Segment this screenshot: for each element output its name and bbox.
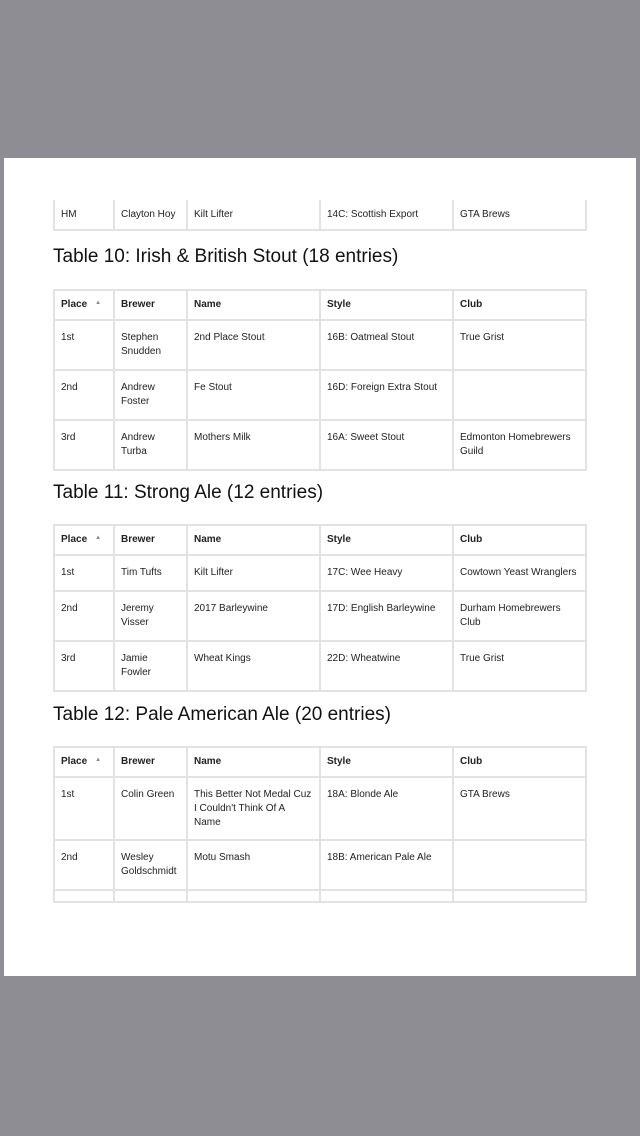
cell-empty — [187, 890, 320, 902]
cell-club: Cowtown Yeast Wranglers — [453, 555, 586, 591]
cell-place: 1st — [54, 777, 114, 840]
cell-name: 2017 Barleywine — [187, 591, 320, 641]
cell-empty — [54, 890, 114, 902]
cell-brewer: Tim Tufts — [114, 555, 187, 591]
table-row — [54, 641, 586, 691]
table-10 — [53, 289, 587, 471]
cell-name: Kilt Lifter — [187, 555, 320, 591]
cell-style: 17C: Wee Heavy — [320, 555, 453, 591]
cell-brewer: Andrew Foster — [114, 370, 187, 420]
cell-name: Motu Smash — [187, 840, 320, 890]
cell-club: Edmonton Homebrewers Guild — [453, 420, 586, 470]
table-11 — [53, 524, 587, 692]
header-style[interactable]: Style — [320, 747, 453, 777]
cell-place: 3rd — [54, 420, 114, 470]
cell-brewer: Jeremy Visser — [114, 591, 187, 641]
cell-name: 2nd Place Stout — [187, 320, 320, 370]
cell-place: 2nd — [54, 840, 114, 890]
cell-name: Mothers Milk — [187, 420, 320, 470]
header-style[interactable]: Style — [320, 290, 453, 320]
header-style[interactable]: Style — [320, 525, 453, 555]
cell-club: True Grist — [453, 641, 586, 691]
header-name[interactable]: Name — [187, 290, 320, 320]
table-12-title: Table 12: Pale American Ale (20 entries) — [53, 704, 391, 725]
cell-place: HM — [54, 200, 114, 230]
cell-name: This Better Not Medal Cuz I Couldn't Think Of A Name — [187, 777, 320, 840]
cell-style: 16D: Foreign Extra Stout — [320, 370, 453, 420]
table-header-row — [54, 747, 586, 777]
table-row — [54, 890, 586, 902]
table-9-continued — [53, 200, 587, 231]
cell-place: 1st — [54, 320, 114, 370]
header-place[interactable]: Place ▲ — [54, 290, 114, 320]
header-club[interactable]: Club — [453, 525, 586, 555]
cell-style: 16A: Sweet Stout — [320, 420, 453, 470]
cell-name: Fe Stout — [187, 370, 320, 420]
header-club[interactable]: Club — [453, 747, 586, 777]
header-brewer[interactable]: Brewer — [114, 747, 187, 777]
table-row — [54, 320, 586, 370]
table-header-row — [54, 290, 586, 320]
cell-brewer: Jamie Fowler — [114, 641, 187, 691]
cell-brewer: Stephen Snudden — [114, 320, 187, 370]
cell-brewer: Clayton Hoy — [114, 200, 187, 230]
cell-style: 17D: English Barleywine — [320, 591, 453, 641]
cell-place: 3rd — [54, 641, 114, 691]
header-name[interactable]: Name — [187, 525, 320, 555]
header-club[interactable]: Club — [453, 290, 586, 320]
cell-club: Durham Homebrewers Club — [453, 591, 586, 641]
cell-club: GTA Brews — [453, 777, 586, 840]
cell-empty — [114, 890, 187, 902]
cell-name: Wheat Kings — [187, 641, 320, 691]
cell-club — [453, 370, 586, 420]
cell-club — [453, 840, 586, 890]
cell-brewer: Colin Green — [114, 777, 187, 840]
cell-place: 2nd — [54, 370, 114, 420]
table-header-row — [54, 525, 586, 555]
cell-empty — [453, 890, 586, 902]
header-name[interactable]: Name — [187, 747, 320, 777]
table-row — [54, 370, 586, 420]
table-row — [54, 777, 586, 840]
sort-up-icon[interactable]: ▲ — [95, 756, 102, 763]
cell-club: GTA Brews — [453, 200, 586, 230]
cell-style: 16B: Oatmeal Stout — [320, 320, 453, 370]
cell-empty — [320, 890, 453, 902]
table-row — [54, 555, 586, 591]
cell-style: 22D: Wheatwine — [320, 641, 453, 691]
table-12 — [53, 746, 587, 903]
table-10-title: Table 10: Irish & British Stout (18 entries) — [53, 246, 399, 267]
header-place[interactable]: Place ▲ — [54, 747, 114, 777]
cell-style: 14C: Scottish Export — [320, 200, 453, 230]
cell-brewer: Wesley Goldschmidt — [114, 840, 187, 890]
sort-up-icon[interactable]: ▲ — [95, 299, 102, 306]
table-row — [54, 420, 586, 470]
cell-club: True Grist — [453, 320, 586, 370]
table-11-title: Table 11: Strong Ale (12 entries) — [53, 482, 324, 503]
cell-place: 2nd — [54, 591, 114, 641]
table-row — [54, 591, 586, 641]
table-row — [54, 200, 586, 230]
cell-place: 1st — [54, 555, 114, 591]
cell-style: 18A: Blonde Ale — [320, 777, 453, 840]
cell-name: Kilt Lifter — [187, 200, 320, 230]
header-brewer[interactable]: Brewer — [114, 525, 187, 555]
cell-brewer: Andrew Turba — [114, 420, 187, 470]
header-brewer[interactable]: Brewer — [114, 290, 187, 320]
sort-up-icon[interactable]: ▲ — [95, 534, 102, 541]
cell-style: 18B: American Pale Ale — [320, 840, 453, 890]
table-row — [54, 840, 586, 890]
document-page — [4, 158, 636, 976]
header-place[interactable]: Place ▲ — [54, 525, 114, 555]
